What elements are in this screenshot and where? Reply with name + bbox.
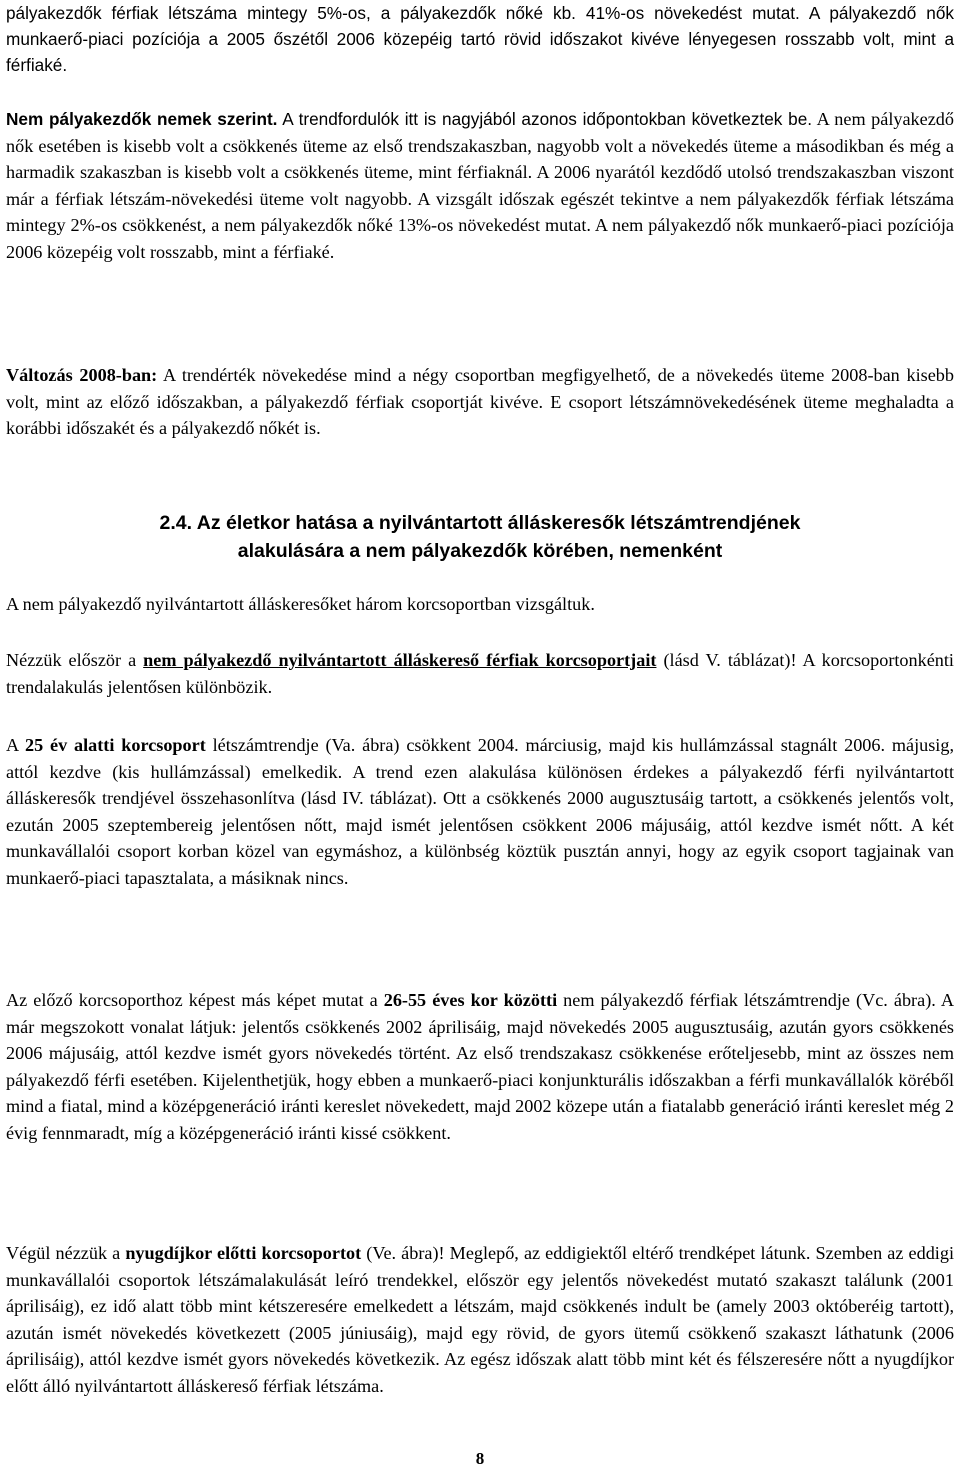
paragraph-2-text: A nem pályakezdő nők esetében is kisebb volt a csökkenés üteme az első trendszakaszban, nagyobb volt a növekedés üteme a másodikban és még a harmadik szakaszban is kisebb volt a csökkenés üteme, mint férfiaknál. bbox=[6, 109, 954, 182]
paragraph-6 bbox=[6, 732, 954, 891]
paragraph-6-post: létszámtrendje (Va. ábra) csökkent 2004. márciusig, majd kis hullámzással stagnált 2006. májusig, attól kezdve (kis hullámzással) emelkedik. A trend ezen alakulása különösen érdekes a pályakezdő férfi nyilvántartott álláskeresők trendjével összehasonlítva (lásd IV. táblázat). Ott a csökkenés 2000 augusztusáig tartott, a csökkenés jelentős volt, ezután 2005 szeptembereig jelentősen nőtt, majd ismét jelentősen csökkent 2006 májusáig, attól kezdve ismét nőtt. A két munkavállalói csoport korban közel van egymáshoz, a különbség köztük pusztán annyi, hogy az egyik csoport tagjainak van munkaerő-piaci tapasztalata, a másiknak nincs. bbox=[6, 735, 954, 888]
paragraph-8-emphasis: nyugdíjkor előtti korcsoportot bbox=[125, 1243, 362, 1263]
page-number: 8 bbox=[475, 1449, 485, 1468]
paragraph-4 bbox=[6, 591, 954, 618]
paragraph-7-emphasis: 26-55 éves kor közötti bbox=[383, 990, 558, 1010]
section-number: 2.4. bbox=[159, 512, 193, 534]
paragraph-7-post: nem pályakezdő férfiak létszámtrendje (Vc. ábra). A már megszokott vonalat látjuk: jelentős csökkenés 2002 áprilisáig, majd növekedés 2005 augusztusáig, azután gyors csökkenés 2006 májusáig, attól kezdve ismét gyors növekedés történt. Az első trendszakasz csökkenése erőteljesebb, mint az összes nem pályakezdő férfi esetében. Kijelenthetjük, hogy ebben a munkaerő-piaci konjunkturális időszakban a férfi munkavállalók köréből mind a fiatal, mind a középgeneráció iránti kereslet növekedett, majd 2002 közepe után a fiatalabb generáció iránti kereslet még 2 évig fennmaradt, míg a középgeneráció iránti kissé csökkent. bbox=[6, 990, 954, 1143]
paragraph-2-text-cont: A 2006 nyarától kezdődő utolsó trendszakaszban viszont már a férfiak létszám-növekedési üteme volt nagyobb. A vizsgált időszak egészét tekintve a nem pályakezdők férfiak létszáma mintegy 2%-os csökkenést, a nem pályakezdők nőké 13%-os növekedést mutat. A nem pályakezdő nők munkaerő-piaci pozíciója 2006 közepéig volt rosszabb, mint a férfiaké. bbox=[6, 162, 954, 262]
paragraph-5 bbox=[6, 647, 954, 700]
paragraph-5-emphasis: nem pályakezdő nyilvántartott álláskereső férfiak korcsoportjait bbox=[143, 650, 657, 670]
paragraph-1 bbox=[6, 0, 954, 78]
section-title-line-1: Az életkor hatása a nyilvántartott álláskeresők létszámtrendjének bbox=[196, 512, 801, 534]
paragraph-3-lead: Változás 2008-ban: bbox=[6, 365, 158, 385]
section-heading bbox=[80, 509, 880, 565]
paragraph-4-text: A nem pályakezdő nyilvántartott álláskeresőket három korcsoportban vizsgáltuk. bbox=[6, 594, 595, 614]
paragraph-6-pre: A bbox=[6, 735, 25, 755]
paragraph-8 bbox=[6, 1240, 954, 1399]
paragraph-8-pre: Végül nézzük a bbox=[6, 1243, 126, 1263]
paragraph-5-pre: Nézzük először a bbox=[6, 650, 144, 670]
paragraph-6-emphasis: 25 év alatti korcsoport bbox=[24, 735, 206, 755]
paragraph-2 bbox=[6, 106, 954, 265]
paragraph-1-text: pályakezdők férfiak létszáma mintegy 5%-os, a pályakezdők nőké kb. 41%-os növekedést mutat. A pályakezdő nők munkaerő-piaci pozíciója a 2005 őszétől 2006 közepéig tartó rövid időszakot kivéve lényegesen rosszabb volt, mint a férfiaké. bbox=[6, 3, 954, 75]
paragraph-5-post: (lásd V. táblázat)! A korcsoportonkénti trendalakulás jelentősen különbözik. bbox=[6, 650, 954, 697]
paragraph-3 bbox=[6, 362, 954, 442]
paragraph-2-lead: Nem pályakezdők nemek szerint. bbox=[6, 109, 278, 129]
paragraph-7 bbox=[6, 987, 954, 1146]
paragraph-2-sans-text: A trendfordulók itt is nagyjából azonos időpontokban következtek be. bbox=[277, 109, 813, 129]
paragraph-8-post: (Ve. ábra)! Meglepő, az eddigiektől eltérő trendképet látunk. Szemben az eddigi munkavállalói csoportok létszámalakulását leíró trendekkel, először egy jelentős növekedést mutató szakaszt találunk (2001 áprilisáig), ez idő alatt több mint kétszeresére emelkedett a létszám, majd csökkenés indult be (amely 2003 októberéig tartott), azután ismét növekedés következett (2005 júniusáig), majd egy rövid, de gyors ütemű csökkenő szakaszt láthatunk (2006 áprilisáig), attól kezdve ismét gyors növekedés következik. Az egész időszak alatt több mint két és félszeresére nőtt a nyugdíjkor előtt álló nyilvántartott álláskereső férfiak létszáma. bbox=[6, 1243, 954, 1396]
paragraph-3-text: A trendérték növekedése mind a négy csoportban megfigyelhető, de a növekedés üteme 2008-ban kisebb volt, mint az előző időszakban, a pályakezdő férfiak csoportját kivéve. E csoport létszámnövekedésének üteme meghaladta a korábbi időszakét és a pályakezdő nőkét is. bbox=[6, 365, 954, 438]
paragraph-7-pre: Az előző korcsoporthoz képest más képet mutat a bbox=[6, 990, 384, 1010]
section-title-line-2: alakulására a nem pályakezdők körében, nemenként bbox=[237, 540, 723, 562]
